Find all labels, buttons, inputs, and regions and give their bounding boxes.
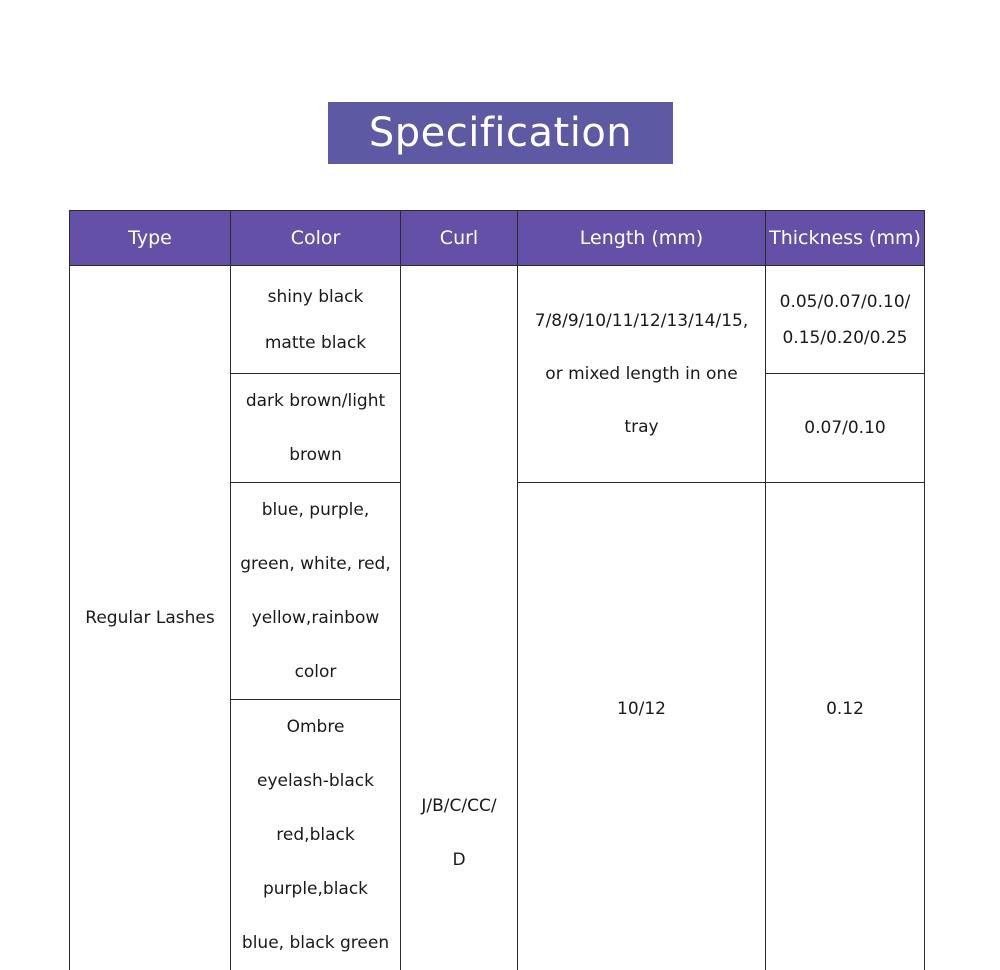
page-title-banner: [328, 102, 673, 164]
color-line: eyelash-black: [231, 754, 400, 808]
header-color: Color: [231, 211, 401, 266]
curl-line: D: [401, 833, 517, 887]
color-cell-2: [231, 374, 401, 483]
color-line: dark brown/light: [231, 374, 400, 428]
color-line: matte black: [231, 320, 400, 366]
length-line: 10/12: [518, 699, 765, 719]
table-row: [70, 266, 925, 374]
page-title: Specification: [369, 110, 632, 156]
color-line: color: [231, 645, 400, 699]
table-header-row: [70, 211, 925, 266]
type-cell: Regular Lashes: [70, 266, 231, 970]
color-line: green, white, red,: [231, 537, 400, 591]
color-cell-4: [231, 700, 401, 970]
color-line: yellow,rainbow: [231, 591, 400, 645]
color-cell-1: [231, 266, 401, 374]
thickness-line: 0.12: [766, 699, 924, 719]
color-line: red,black: [231, 808, 400, 862]
color-cell-3: [231, 483, 401, 700]
thickness-line: 0.15/0.20/0.25: [766, 320, 924, 356]
thickness-cell-2: 0.07/0.10: [766, 374, 925, 483]
color-line: blue, purple,: [231, 483, 400, 537]
header-type: Type: [70, 211, 231, 266]
color-line: brown: [231, 428, 400, 482]
header-length: Length (mm): [518, 211, 766, 266]
thickness-cell-1: [766, 266, 925, 374]
length-line: 7/8/9/10/11/12/13/14/15,: [518, 295, 765, 348]
thickness-line: 0.05/0.07/0.10/: [766, 284, 924, 320]
specification-table: [69, 210, 925, 970]
color-line: Ombre: [231, 700, 400, 754]
length-cell-1: [518, 266, 766, 483]
length-line: tray: [518, 401, 765, 454]
length-cell-2: [518, 483, 766, 970]
length-line: or mixed length in one: [518, 348, 765, 401]
color-line: blue, black green: [231, 916, 400, 970]
curl-line: J/B/C/CC/: [401, 779, 517, 833]
header-curl: Curl: [401, 211, 518, 266]
thickness-cell-3: [766, 483, 925, 970]
color-line: purple,black: [231, 862, 400, 916]
header-thickness: Thickness (mm): [766, 211, 925, 266]
curl-cell: [401, 266, 518, 970]
color-line: shiny black: [231, 274, 400, 320]
